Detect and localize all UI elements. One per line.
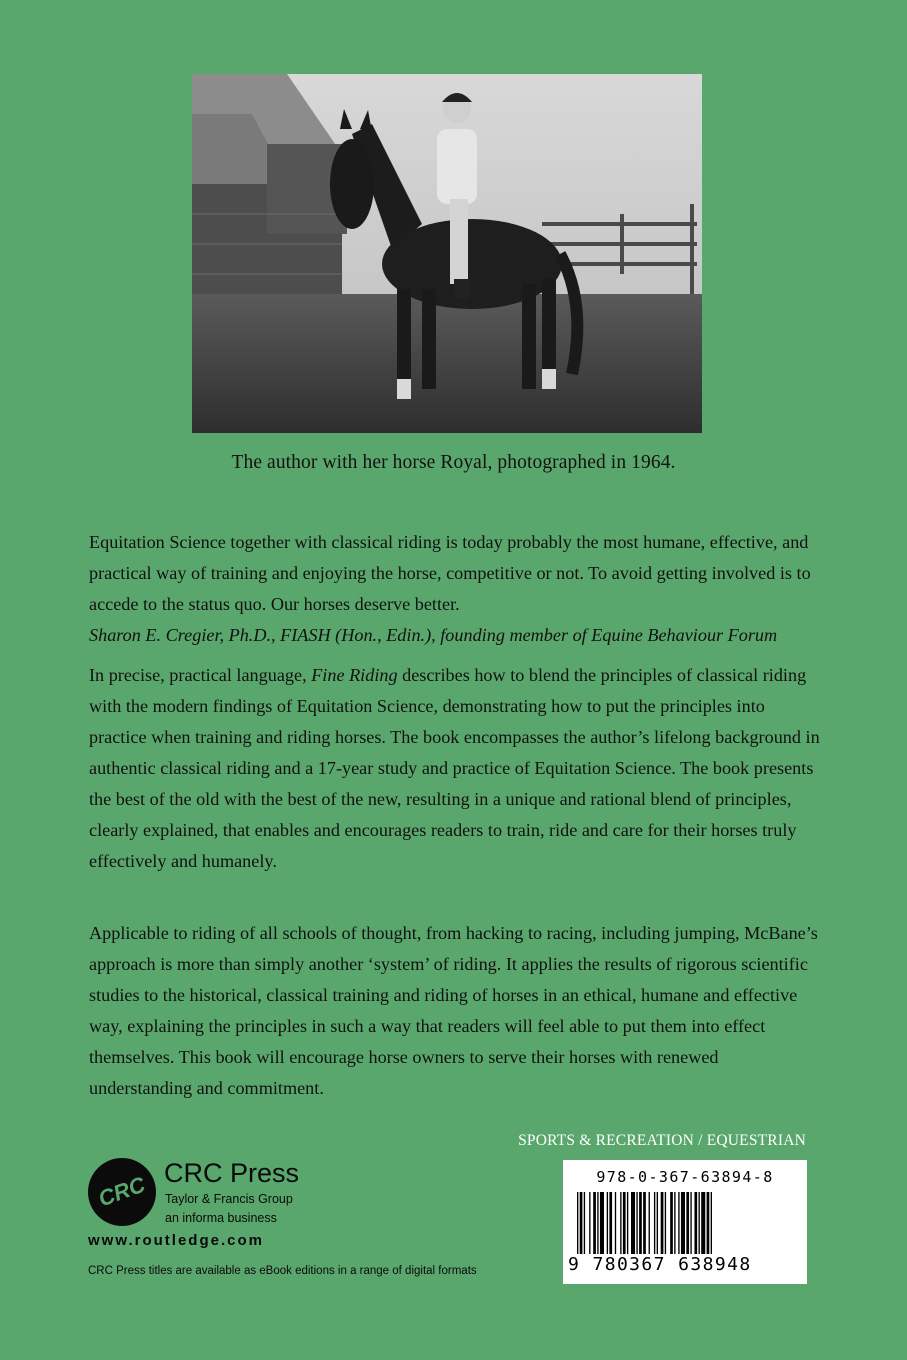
- barcode-bar: [699, 1192, 700, 1254]
- quote-attribution: Sharon E. Cregier, Ph.D., FIASH (Hon., Edin.), founding member of Equine Behaviour Forum: [89, 625, 778, 645]
- crc-logo-text: CRC: [95, 1171, 149, 1212]
- barcode-bar: [674, 1192, 675, 1254]
- barcode-bar: [711, 1192, 712, 1254]
- barcode-bar: [643, 1192, 646, 1254]
- barcode-bar: [609, 1192, 612, 1254]
- barcode-digits-text: 9 780367 638948: [568, 1254, 752, 1275]
- barcode-bar: [615, 1192, 616, 1254]
- barcode-bar: [657, 1192, 658, 1254]
- barcode-bar: [627, 1192, 628, 1254]
- barcode-bar: [681, 1192, 685, 1254]
- publisher-subtitle: an informa business: [165, 1211, 277, 1225]
- barcode-bar: [665, 1192, 666, 1254]
- barcode-bar: [597, 1192, 598, 1254]
- publisher-website[interactable]: www.routledge.com: [88, 1232, 264, 1249]
- barcode-panel: [563, 1160, 807, 1284]
- photo-caption: The author with her horse Royal, photographed in 1964.: [231, 452, 676, 473]
- barcode-bar: [694, 1192, 697, 1254]
- barcode-bar: [623, 1192, 626, 1254]
- endorsement-quote: [89, 527, 825, 651]
- description-paragraph-2: Applicable to riding of all schools of thought, from hacking to racing, including jumping, McBane’s approach is more than simply another ‘system’ of riding. It applies the results of rigorous scientific studies to the historical, classical training and riding of horses in an ethical, humane and effective way, explaining the principles in such a way that readers will feel able to put them into effect themselves. This book will encourage horse owners to serve their horses with renewed understanding and commitment.: [89, 923, 818, 1098]
- barcode-bar: [661, 1192, 664, 1254]
- barcode-bar: [620, 1192, 621, 1254]
- barcode-bar: [686, 1192, 689, 1254]
- barcode-bar: [690, 1192, 691, 1254]
- barcode-bar: [580, 1192, 583, 1254]
- photo-icon: [192, 74, 702, 433]
- barcode-bar: [584, 1192, 585, 1254]
- barcode-bar: [701, 1192, 705, 1254]
- barcode-bar: [577, 1192, 578, 1254]
- desc1-lead: In precise, practical language,: [89, 665, 312, 685]
- barcode-bar: [678, 1192, 679, 1254]
- barcode-icon: [577, 1192, 793, 1254]
- barcode-bar: [600, 1192, 604, 1254]
- subject-category: SPORTS & RECREATION / EQUESTRIAN: [518, 1132, 806, 1149]
- publisher-group: Taylor & Francis Group: [165, 1192, 293, 1206]
- description-paragraph-1: [89, 660, 825, 877]
- barcode-bar: [607, 1192, 608, 1254]
- ebook-note: CRC Press titles are available as eBook editions in a range of digital formats: [88, 1265, 477, 1277]
- barcode-bar: [670, 1192, 673, 1254]
- publisher-name: CRC Press: [164, 1158, 300, 1188]
- isbn-digits: [563, 1254, 807, 1275]
- isbn-label: 978-0-367-63894-8: [596, 1168, 774, 1186]
- barcode-bar: [593, 1192, 596, 1254]
- desc1-rest: describes how to blend the principles of classical riding with the modern findings of Equitation Science, demonstrating how to put the principles into practice when training and riding horses. The book encompasses the author’s lifelong background in authentic classical riding and a 17-year study and practice of Equitation Science. The book presents the best of the old with the best of the new, resulting in a unique and rational blend of principles, clearly explained, that enables and encourages readers to train, ride and care for their horses truly effectively and humanely.: [89, 665, 820, 871]
- quote-text: Equitation Science together with classical riding is today probably the most humane, effective, and practical way of training and enjoying the horse, competitive or not. To avoid getting involved is to accede to the status quo. Our horses deserve better.: [89, 532, 811, 614]
- barcode-bar: [636, 1192, 637, 1254]
- cover-photo: [192, 74, 702, 433]
- barcode-bar: [654, 1192, 655, 1254]
- crc-logo-icon: [88, 1158, 156, 1226]
- book-title: Fine Riding: [311, 665, 398, 685]
- barcode-bar: [589, 1192, 590, 1254]
- barcode-bar: [639, 1192, 642, 1254]
- barcode-bar: [649, 1192, 650, 1254]
- barcode-bar: [631, 1192, 635, 1254]
- barcode-bar: [707, 1192, 710, 1254]
